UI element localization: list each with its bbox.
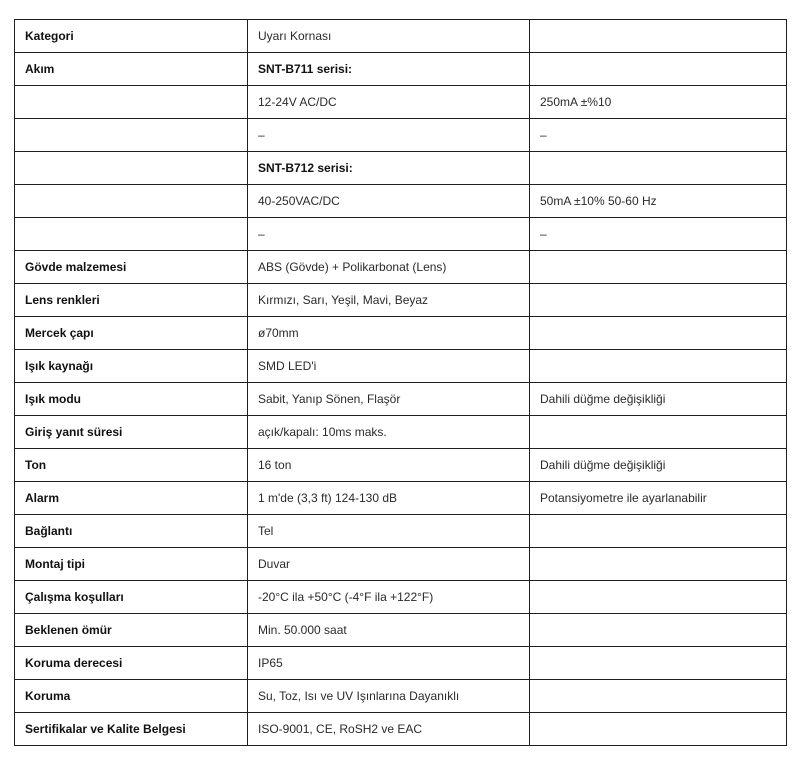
row-value: ISO-9001, CE, RoSH2 ve EAC — [248, 713, 530, 746]
row-value: ABS (Gövde) + Polikarbonat (Lens) — [248, 251, 530, 284]
row-label: Beklenen ömür — [15, 614, 248, 647]
row-label — [15, 152, 248, 185]
row-note: 250mA ±%10 — [530, 86, 787, 119]
row-label: Giriş yanıt süresi — [15, 416, 248, 449]
row-value: -20°C ila +50°C (-4°F ila +122°F) — [248, 581, 530, 614]
table-row — [15, 251, 787, 284]
row-value: Tel — [248, 515, 530, 548]
row-note — [530, 515, 787, 548]
row-value: açık/kapalı: 10ms maks. — [248, 416, 530, 449]
row-note — [530, 53, 787, 86]
row-label: Mercek çapı — [15, 317, 248, 350]
row-note: 50mA ±10% 50-60 Hz — [530, 185, 787, 218]
row-value: 16 ton — [248, 449, 530, 482]
row-note: Potansiyometre ile ayarlanabilir — [530, 482, 787, 515]
row-note: Dahili düğme değişikliği — [530, 449, 787, 482]
row-note: Dahili düğme değişikliği — [530, 383, 787, 416]
table-row — [15, 317, 787, 350]
row-label — [15, 185, 248, 218]
row-label — [15, 86, 248, 119]
row-note — [530, 416, 787, 449]
row-note — [530, 20, 787, 53]
row-note — [530, 647, 787, 680]
row-note — [530, 284, 787, 317]
table-row — [15, 218, 787, 251]
row-value: Min. 50.000 saat — [248, 614, 530, 647]
table-row — [15, 581, 787, 614]
row-note — [530, 251, 787, 284]
table-row — [15, 185, 787, 218]
table-row — [15, 548, 787, 581]
row-label: Montaj tipi — [15, 548, 248, 581]
table-row — [15, 86, 787, 119]
row-note — [530, 548, 787, 581]
table-row — [15, 20, 787, 53]
row-label: Gövde malzemesi — [15, 251, 248, 284]
row-label: Ton — [15, 449, 248, 482]
table-row — [15, 416, 787, 449]
table-row — [15, 152, 787, 185]
row-value: 1 m'de (3,3 ft) 124-130 dB — [248, 482, 530, 515]
row-label: Lens renkleri — [15, 284, 248, 317]
row-value: ø70mm — [248, 317, 530, 350]
row-value: IP65 — [248, 647, 530, 680]
table-row — [15, 680, 787, 713]
table-row — [15, 119, 787, 152]
row-value: 12-24V AC/DC — [248, 86, 530, 119]
row-label — [15, 218, 248, 251]
table-row — [15, 713, 787, 746]
table-row — [15, 53, 787, 86]
row-note — [530, 152, 787, 185]
row-label: Işık modu — [15, 383, 248, 416]
row-value: Duvar — [248, 548, 530, 581]
row-label: Sertifikalar ve Kalite Belgesi — [15, 713, 248, 746]
row-label: Koruma — [15, 680, 248, 713]
series-heading: SNT-B711 serisi: — [248, 53, 530, 86]
row-value: 40-250VAC/DC — [248, 185, 530, 218]
row-label — [15, 119, 248, 152]
row-label: Alarm — [15, 482, 248, 515]
series-heading: SNT-B712 serisi: — [248, 152, 530, 185]
row-note: – — [530, 218, 787, 251]
row-note — [530, 350, 787, 383]
row-label: Akım — [15, 53, 248, 86]
row-note — [530, 713, 787, 746]
spec-table — [14, 19, 787, 746]
row-value: – — [248, 119, 530, 152]
row-note — [530, 614, 787, 647]
row-value: Uyarı Kornası — [248, 20, 530, 53]
row-label: Işık kaynağı — [15, 350, 248, 383]
row-value: Kırmızı, Sarı, Yeşil, Mavi, Beyaz — [248, 284, 530, 317]
row-label: Kategori — [15, 20, 248, 53]
table-row — [15, 383, 787, 416]
row-label: Çalışma koşulları — [15, 581, 248, 614]
table-row — [15, 482, 787, 515]
table-row — [15, 284, 787, 317]
row-label: Bağlantı — [15, 515, 248, 548]
table-row — [15, 614, 787, 647]
row-value: SMD LED'i — [248, 350, 530, 383]
row-value: – — [248, 218, 530, 251]
table-row — [15, 647, 787, 680]
row-note — [530, 581, 787, 614]
row-note: – — [530, 119, 787, 152]
table-row — [15, 515, 787, 548]
table-row — [15, 350, 787, 383]
row-note — [530, 317, 787, 350]
row-note — [530, 680, 787, 713]
table-row — [15, 449, 787, 482]
row-label: Koruma derecesi — [15, 647, 248, 680]
row-value: Su, Toz, Isı ve UV Işınlarına Dayanıklı — [248, 680, 530, 713]
row-value: Sabit, Yanıp Sönen, Flaşör — [248, 383, 530, 416]
